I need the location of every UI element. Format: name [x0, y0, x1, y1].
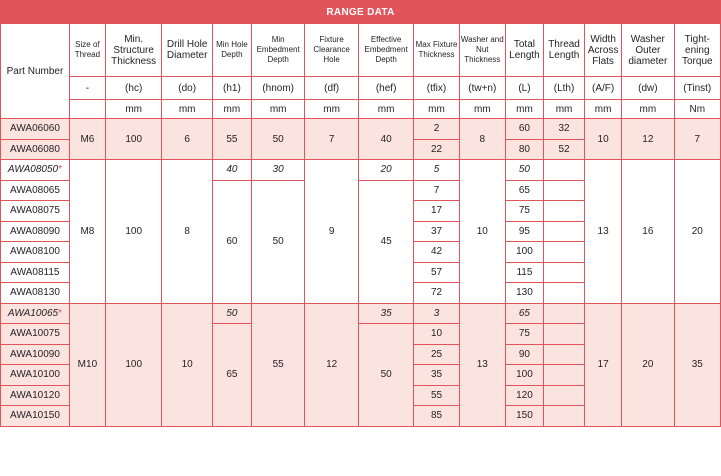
- header-min-structure-thickness: Min. Structure Thickness: [105, 24, 162, 77]
- unit-total-length: mm: [505, 100, 543, 119]
- total-length-value: 150: [505, 406, 543, 427]
- part-number: AWA08100: [1, 242, 70, 263]
- thread-length-value: [543, 242, 584, 263]
- m8-embedment-special: 30: [251, 160, 304, 181]
- m8-effective-special: 20: [358, 160, 414, 181]
- max-fixture-value: 42: [414, 242, 459, 263]
- m10-embedment: 55: [251, 303, 304, 426]
- symbol-min-structure-thickness: (hc): [105, 77, 162, 100]
- m6-washer-od: 12: [622, 119, 674, 160]
- footnote-star: *: [58, 307, 63, 319]
- part-number: AWA10120: [1, 385, 70, 406]
- part-number-special: [1, 160, 70, 181]
- m8-clearance: 9: [305, 160, 358, 304]
- thread-length-value: [543, 262, 584, 283]
- thread-length-value: [543, 160, 584, 181]
- symbol-fixture-clearance-hole: (df): [305, 77, 358, 100]
- header-total-length: Total Length: [505, 24, 543, 77]
- m10-effective-special: 35: [358, 303, 414, 324]
- total-length-value: 100: [505, 365, 543, 386]
- part-number: AWA08130: [1, 283, 70, 304]
- unit-min-structure-thickness: mm: [105, 100, 162, 119]
- symbol-washer-outer-diameter: (dw): [622, 77, 674, 100]
- total-length-value: 90: [505, 344, 543, 365]
- header-washer-outer-diameter: Washer Outer diameter: [622, 24, 674, 77]
- thread-length-value: [543, 283, 584, 304]
- unit-fixture-clearance-hole: mm: [305, 100, 358, 119]
- m10-clearance: 12: [305, 303, 358, 426]
- header-min-embedment-depth: Min Embedment Depth: [251, 24, 304, 77]
- max-fixture-value: 3: [414, 303, 459, 324]
- header-width-across-flats: Width Across Flats: [585, 24, 622, 77]
- max-fixture-value: 55: [414, 385, 459, 406]
- table-row: [1, 160, 721, 181]
- part-number-text: AWA08050: [7, 164, 59, 176]
- m10-washer-nut: 13: [459, 303, 505, 426]
- m8-size: M8: [69, 160, 105, 304]
- header-washer-nut-thickness: Washer and Nut Thickness: [459, 24, 505, 77]
- header-effective-embedment-depth: Effective Embedment Depth: [358, 24, 414, 77]
- m10-drill: 10: [162, 303, 212, 426]
- symbol-thread-length: (Lth): [543, 77, 584, 100]
- part-number: AWA06080: [1, 139, 70, 160]
- thread-length-value: [543, 221, 584, 242]
- m10-washer-od: 20: [622, 303, 674, 426]
- symbol-size-of-thread: -: [69, 77, 105, 100]
- max-fixture-value: 22: [414, 139, 459, 160]
- thread-length-value: [543, 303, 584, 324]
- total-length-value: 100: [505, 242, 543, 263]
- m8-torque: 20: [674, 160, 720, 304]
- part-number-text: AWA10065: [7, 307, 59, 319]
- symbol-effective-embedment-depth: (hef): [358, 77, 414, 100]
- unit-drill-hole-diameter: mm: [162, 100, 212, 119]
- header-part-number: Part Number: [1, 24, 70, 119]
- thread-length-value: 52: [543, 139, 584, 160]
- m6-torque: 7: [674, 119, 720, 160]
- m8-effective: 45: [358, 180, 414, 303]
- header-size-of-thread: Size of Thread: [69, 24, 105, 77]
- symbol-washer-nut-thickness: (tw+n): [459, 77, 505, 100]
- total-length-value: 120: [505, 385, 543, 406]
- total-length-value: 65: [505, 303, 543, 324]
- thread-length-value: [543, 385, 584, 406]
- m6-embedment: 50: [251, 119, 304, 160]
- m10-torque: 35: [674, 303, 720, 426]
- part-number: AWA08075: [1, 201, 70, 222]
- symbol-drill-hole-diameter: (do): [162, 77, 212, 100]
- header-min-hole-depth: Min Hole Depth: [212, 24, 251, 77]
- part-number: AWA08090: [1, 221, 70, 242]
- m10-effective: 50: [358, 324, 414, 427]
- symbol-width-across-flats: (A/F): [585, 77, 622, 100]
- max-fixture-value: 37: [414, 221, 459, 242]
- m10-af: 17: [585, 303, 622, 426]
- table-title: RANGE DATA: [1, 1, 721, 24]
- max-fixture-value: 2: [414, 119, 459, 140]
- max-fixture-value: 25: [414, 344, 459, 365]
- table-row: [1, 119, 721, 140]
- max-fixture-value: 85: [414, 406, 459, 427]
- header-fixture-clearance-hole: Fixture Clearance Hole: [305, 24, 358, 77]
- part-number-special: [1, 303, 70, 324]
- part-number: AWA10090: [1, 344, 70, 365]
- part-number: AWA08065: [1, 180, 70, 201]
- m6-effective: 40: [358, 119, 414, 160]
- thread-length-value: [543, 344, 584, 365]
- unit-thread-length: mm: [543, 100, 584, 119]
- part-number: AWA08115: [1, 262, 70, 283]
- m8-af: 13: [585, 160, 622, 304]
- m10-hole-depth: 65: [212, 324, 251, 427]
- m8-washer-nut: 10: [459, 160, 505, 304]
- m8-hole-depth-special: 40: [212, 160, 251, 181]
- symbol-min-hole-depth: (h1): [212, 77, 251, 100]
- header-max-fixture-thickness: Max Fixture Thickness: [414, 24, 459, 77]
- symbol-min-embedment-depth: (hnom): [251, 77, 304, 100]
- m10-min-structure: 100: [105, 303, 162, 426]
- total-length-value: 50: [505, 160, 543, 181]
- m8-hole-depth: 60: [212, 180, 251, 303]
- thread-length-value: 32: [543, 119, 584, 140]
- thread-length-value: [543, 201, 584, 222]
- max-fixture-value: 5: [414, 160, 459, 181]
- m6-af: 10: [585, 119, 622, 160]
- thread-length-value: [543, 180, 584, 201]
- unit-effective-embedment-depth: mm: [358, 100, 414, 119]
- header-tightening-torque: Tight- ening Torque: [674, 24, 720, 77]
- unit-max-fixture-thickness: mm: [414, 100, 459, 119]
- header-thread-length: Thread Length: [543, 24, 584, 77]
- m8-drill: 8: [162, 160, 212, 304]
- max-fixture-value: 72: [414, 283, 459, 304]
- m8-washer-od: 16: [622, 160, 674, 304]
- unit-tightening-torque: Nm: [674, 100, 720, 119]
- max-fixture-value: 10: [414, 324, 459, 345]
- unit-min-hole-depth: mm: [212, 100, 251, 119]
- m6-clearance: 7: [305, 119, 358, 160]
- symbol-tightening-torque: (Tinst): [674, 77, 720, 100]
- total-length-value: 130: [505, 283, 543, 304]
- thread-length-value: [543, 324, 584, 345]
- total-length-value: 65: [505, 180, 543, 201]
- part-number: AWA10075: [1, 324, 70, 345]
- header-drill-hole-diameter: Drill Hole Diameter: [162, 24, 212, 77]
- m10-hole-depth-special: 50: [212, 303, 251, 324]
- m6-drill: 6: [162, 119, 212, 160]
- unit-washer-outer-diameter: mm: [622, 100, 674, 119]
- thread-length-value: [543, 406, 584, 427]
- max-fixture-value: 7: [414, 180, 459, 201]
- total-length-value: 80: [505, 139, 543, 160]
- m8-embedment: 50: [251, 180, 304, 303]
- thread-length-value: [543, 365, 584, 386]
- part-number: AWA10100: [1, 365, 70, 386]
- unit-min-embedment-depth: mm: [251, 100, 304, 119]
- m6-size: M6: [69, 119, 105, 160]
- total-length-value: 75: [505, 201, 543, 222]
- total-length-value: 95: [505, 221, 543, 242]
- part-number: AWA10150: [1, 406, 70, 427]
- max-fixture-value: 57: [414, 262, 459, 283]
- m8-min-structure: 100: [105, 160, 162, 304]
- m6-washer-nut: 8: [459, 119, 505, 160]
- total-length-value: 60: [505, 119, 543, 140]
- m6-min-structure: 100: [105, 119, 162, 160]
- max-fixture-value: 17: [414, 201, 459, 222]
- m6-hole-depth: 55: [212, 119, 251, 160]
- unit-width-across-flats: mm: [585, 100, 622, 119]
- max-fixture-value: 35: [414, 365, 459, 386]
- unit-washer-nut-thickness: mm: [459, 100, 505, 119]
- total-length-value: 75: [505, 324, 543, 345]
- unit-size-of-thread: [69, 100, 105, 119]
- total-length-value: 115: [505, 262, 543, 283]
- footnote-star: *: [58, 164, 63, 176]
- symbol-max-fixture-thickness: (tfix): [414, 77, 459, 100]
- m10-size: M10: [69, 303, 105, 426]
- part-number: AWA06060: [1, 119, 70, 140]
- table-row: [1, 303, 721, 324]
- symbol-total-length: (L): [505, 77, 543, 100]
